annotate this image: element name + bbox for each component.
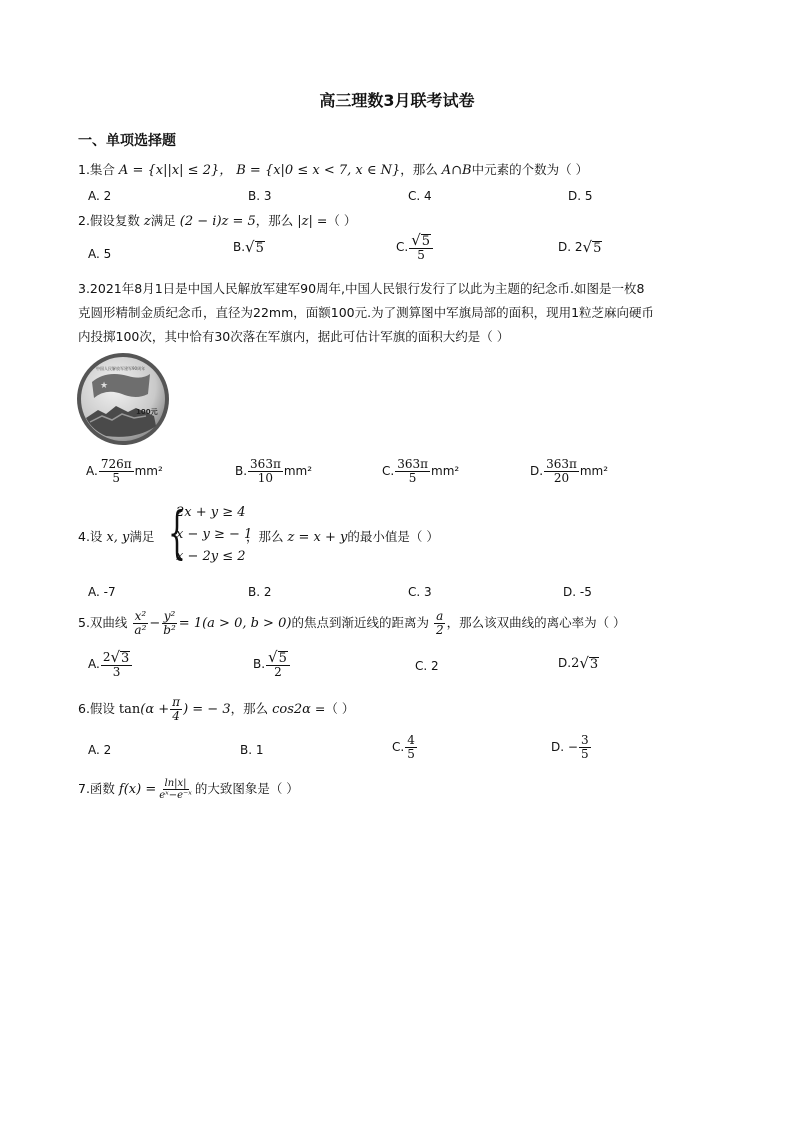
q5-option-b-den: 2	[274, 665, 282, 679]
q5-condition: = 1(a > 0, b > 0)	[178, 616, 292, 631]
q3-option-a-den: 5	[112, 471, 121, 485]
q5-option-a	[88, 650, 133, 679]
q3-option-d-num: 363π	[546, 457, 577, 471]
q3-line-3: 内投掷100次，其中恰有30次落在军旗内，据此可估计军旗的面积大约是（ ）	[78, 329, 510, 344]
q4-option-c: C. 3	[408, 585, 432, 599]
q1-prefix: 1.集合	[78, 162, 115, 177]
q2-option-c-fraction: √ 5 5	[409, 233, 433, 262]
q6-option-a: A. 2	[88, 743, 112, 757]
question-1	[78, 160, 588, 181]
q4-option-d: D. -5	[563, 585, 592, 599]
q3-option-d-unit: mm²	[579, 464, 609, 478]
q3-option-a	[86, 458, 163, 485]
q3-option-c-label: C.	[382, 464, 395, 478]
q5-y-den: b²	[163, 623, 176, 637]
q5-option-a-label: A.	[88, 657, 100, 671]
q6-pi-fraction	[170, 696, 182, 723]
q1-option-a: A. 2	[88, 189, 112, 203]
coin-rim-text: 中国人民解放军建军90周年	[96, 366, 146, 371]
q1-expr: A∩B	[441, 163, 472, 178]
q6-option-c-num: 4	[407, 733, 415, 747]
q5-option-b-label: B.	[253, 657, 266, 671]
q4-tail-b: 的最小值是（ ）	[347, 529, 439, 544]
q3-line-1: 3.2021年8月1日是中国人民解放军建军90周年,中国人民银行发行了以此为主题的纪念币.如图是一枚8	[78, 281, 645, 296]
q5-option-d-sqrt: √ 3	[579, 654, 599, 672]
q2-option-c-den: 5	[417, 248, 425, 262]
question-6	[78, 696, 354, 723]
page-title: 高三理数3月联考试卷	[319, 91, 475, 110]
q4-mid: 满足	[129, 529, 155, 544]
q2-mid: 满足	[150, 213, 176, 228]
q3-option-b-fraction	[248, 458, 283, 485]
q3-option-c-num: 363π	[397, 457, 428, 471]
q3-option-a-label: A.	[86, 464, 98, 478]
q5-option-a-fraction: 2 √ 3 3	[101, 650, 132, 679]
q5-option-d-label: D.	[558, 656, 572, 670]
q7-tail: 的大致图象是（ ）	[194, 781, 299, 796]
q1-tail-b: 中元素的个数为（ ）	[471, 162, 589, 177]
q4-vars: x, y	[106, 530, 130, 545]
q4-constraint-1: 2x + y ≥ 4	[176, 505, 246, 520]
q5-d-num: a	[436, 609, 444, 623]
q4-expr: z = x + y	[287, 530, 348, 545]
q2-option-d-label: D. 2	[558, 240, 583, 254]
q2-abs: |z|	[297, 214, 313, 229]
q3-option-d-fraction	[544, 458, 579, 485]
q7-num: ln|x|	[164, 778, 187, 789]
q5-option-b	[253, 650, 291, 679]
q2-option-d-sqrt: √ 5	[582, 238, 602, 256]
q3-option-b-num: 363π	[250, 457, 281, 471]
q3-option-d-den: 20	[553, 471, 570, 485]
q2-option-c	[396, 233, 434, 262]
q6-option-d-den: 5	[580, 747, 589, 761]
q4-option-a: A. -7	[88, 585, 116, 599]
q5-option-d	[558, 656, 599, 671]
q5-option-c: C. 2	[415, 659, 439, 673]
q4-prefix: 4.设	[78, 529, 103, 544]
q5-y-fraction	[161, 610, 178, 637]
q2-prefix: 2.假设复数	[78, 213, 140, 228]
q3-option-d	[530, 458, 608, 485]
q4-option-b: B. 2	[248, 585, 272, 599]
question-4	[78, 527, 154, 548]
q6-option-c-label: C.	[392, 740, 405, 754]
q5-option-b-fraction: √ 5 2	[266, 650, 290, 679]
question-4-tail	[246, 527, 439, 548]
q6-expr: cos2α	[272, 702, 311, 717]
q5-distance-fraction	[434, 610, 446, 637]
q3-option-c-unit: mm²	[431, 464, 460, 478]
q2-tail-a: ，那么	[255, 213, 294, 228]
q1-option-b: B. 3	[248, 189, 272, 203]
q6-option-c-den: 5	[407, 747, 415, 761]
q5-tail: ，那么该双曲线的离心率为（ ）	[446, 615, 626, 630]
q6-option-c-fraction	[405, 734, 417, 761]
q1-option-c: C. 4	[408, 189, 432, 203]
q6-option-d-label: D. −	[551, 740, 578, 754]
q7-den: eˣ−e⁻ˣ	[159, 790, 192, 801]
q2-option-d-radicand: 5	[593, 241, 602, 256]
flag-star-icon: ★	[100, 381, 109, 391]
q6-prefix: 6.假设	[78, 701, 115, 716]
coin-denomination: 100元	[136, 408, 158, 416]
q5-prefix: 5.双曲线	[78, 615, 128, 630]
q3-option-b-label: B.	[235, 464, 248, 478]
q2-option-c-radicand: 5	[421, 234, 431, 249]
q6-option-d-num: 3	[580, 733, 589, 747]
q3-option-c	[382, 458, 459, 485]
q1-set-a: A = {x||x| ≤ 2}，	[118, 163, 233, 178]
q4-tail-a: ，那么	[246, 529, 284, 544]
q5-x-num: x²	[134, 609, 147, 623]
q6-option-b: B. 1	[240, 743, 264, 757]
q1-tail-a: ，那么	[400, 162, 438, 177]
q2-option-b-sqrt: √ 5	[245, 238, 264, 256]
q3-option-a-fraction	[99, 458, 134, 485]
q3-option-a-num: 726π	[100, 457, 132, 471]
q4-constraint-2: x − y ≥ − 1	[176, 527, 253, 542]
q4-constraint-3: x − 2y ≤ 2	[176, 549, 246, 564]
q2-option-d	[558, 240, 602, 255]
q6-pi-num: π	[172, 695, 181, 709]
q7-func: f(x) =	[118, 782, 157, 797]
q4-brace: {	[168, 501, 186, 566]
question-7	[78, 778, 299, 801]
q3-line-2: 克圆形精制金质纪念币，直径为22mm，面额100元.为了测算图中军旗局部的面积，现用1粒芝麻向硬币	[78, 305, 655, 320]
q3-option-b-unit: mm²	[283, 464, 313, 478]
q6-option-c	[392, 734, 418, 761]
q5-option-b-radicand: 5	[278, 651, 287, 666]
q5-d-den: 2	[435, 623, 444, 637]
q6-option-d-fraction	[579, 734, 591, 761]
q3-option-d-label: D.	[530, 464, 544, 478]
q3-option-c-den: 5	[408, 471, 417, 485]
q3-option-b	[235, 458, 312, 485]
q1-set-b: B = {x|0 ≤ x < 7, x ∈ N}	[236, 163, 401, 178]
q2-option-a: A. 5	[88, 247, 112, 261]
q3-option-b-den: 10	[257, 471, 274, 485]
q5-option-a-radicand: 3	[121, 651, 130, 666]
q2-var: z	[143, 214, 151, 229]
q1-option-d: D. 5	[568, 189, 593, 203]
q2-tail-b: =（ ）	[316, 213, 357, 228]
q7-fraction	[157, 778, 194, 801]
q5-x-fraction	[132, 610, 148, 637]
q3-option-a-unit: mm²	[134, 464, 163, 478]
section-heading: 一、单项选择题	[78, 133, 176, 149]
q2-equation: (2 − i)z = 5	[179, 214, 256, 229]
q6-option-d	[551, 734, 592, 761]
q7-prefix: 7.函数	[78, 781, 115, 796]
q6-pi-den: 4	[172, 709, 180, 723]
q5-y-num: y²	[163, 609, 176, 623]
q5-option-a-coef: 2	[102, 650, 111, 664]
q6-arg-a: (α +	[140, 702, 170, 717]
q6-arg-b: ) = − 3	[183, 702, 231, 717]
q5-mid: 的焦点到渐近线的距离为	[291, 615, 429, 630]
question-5: 5.双曲线 $\frac{\text{x²}}{\text{a²}}$ − $\frac{\text{y²}}{\text{b²}}$ = 1(a > 0, b > 0)的焦点到渐近线的距离为 $\frac{a}{2}$ ，那么该双曲线的离心率为（ ）	[78, 609, 626, 637]
q6-func: tan	[118, 702, 141, 717]
question-2	[78, 211, 356, 232]
q6-tail-a: ，那么	[230, 701, 269, 716]
q5-option-d-radicand: 3	[589, 657, 599, 672]
q2-option-b-radicand: 5	[255, 241, 264, 256]
q3-option-c-fraction	[395, 458, 430, 485]
q6-tail-b: =（ ）	[314, 701, 355, 716]
q5-option-d-coef: 2	[571, 656, 580, 671]
q2-option-b-label: B.	[233, 240, 246, 254]
q2-option-b	[233, 240, 265, 255]
q2-option-c-label: C.	[396, 240, 409, 254]
commemorative-coin-image	[76, 352, 170, 446]
q5-option-a-den: 3	[112, 665, 121, 679]
q5-x-den: a²	[134, 623, 147, 637]
